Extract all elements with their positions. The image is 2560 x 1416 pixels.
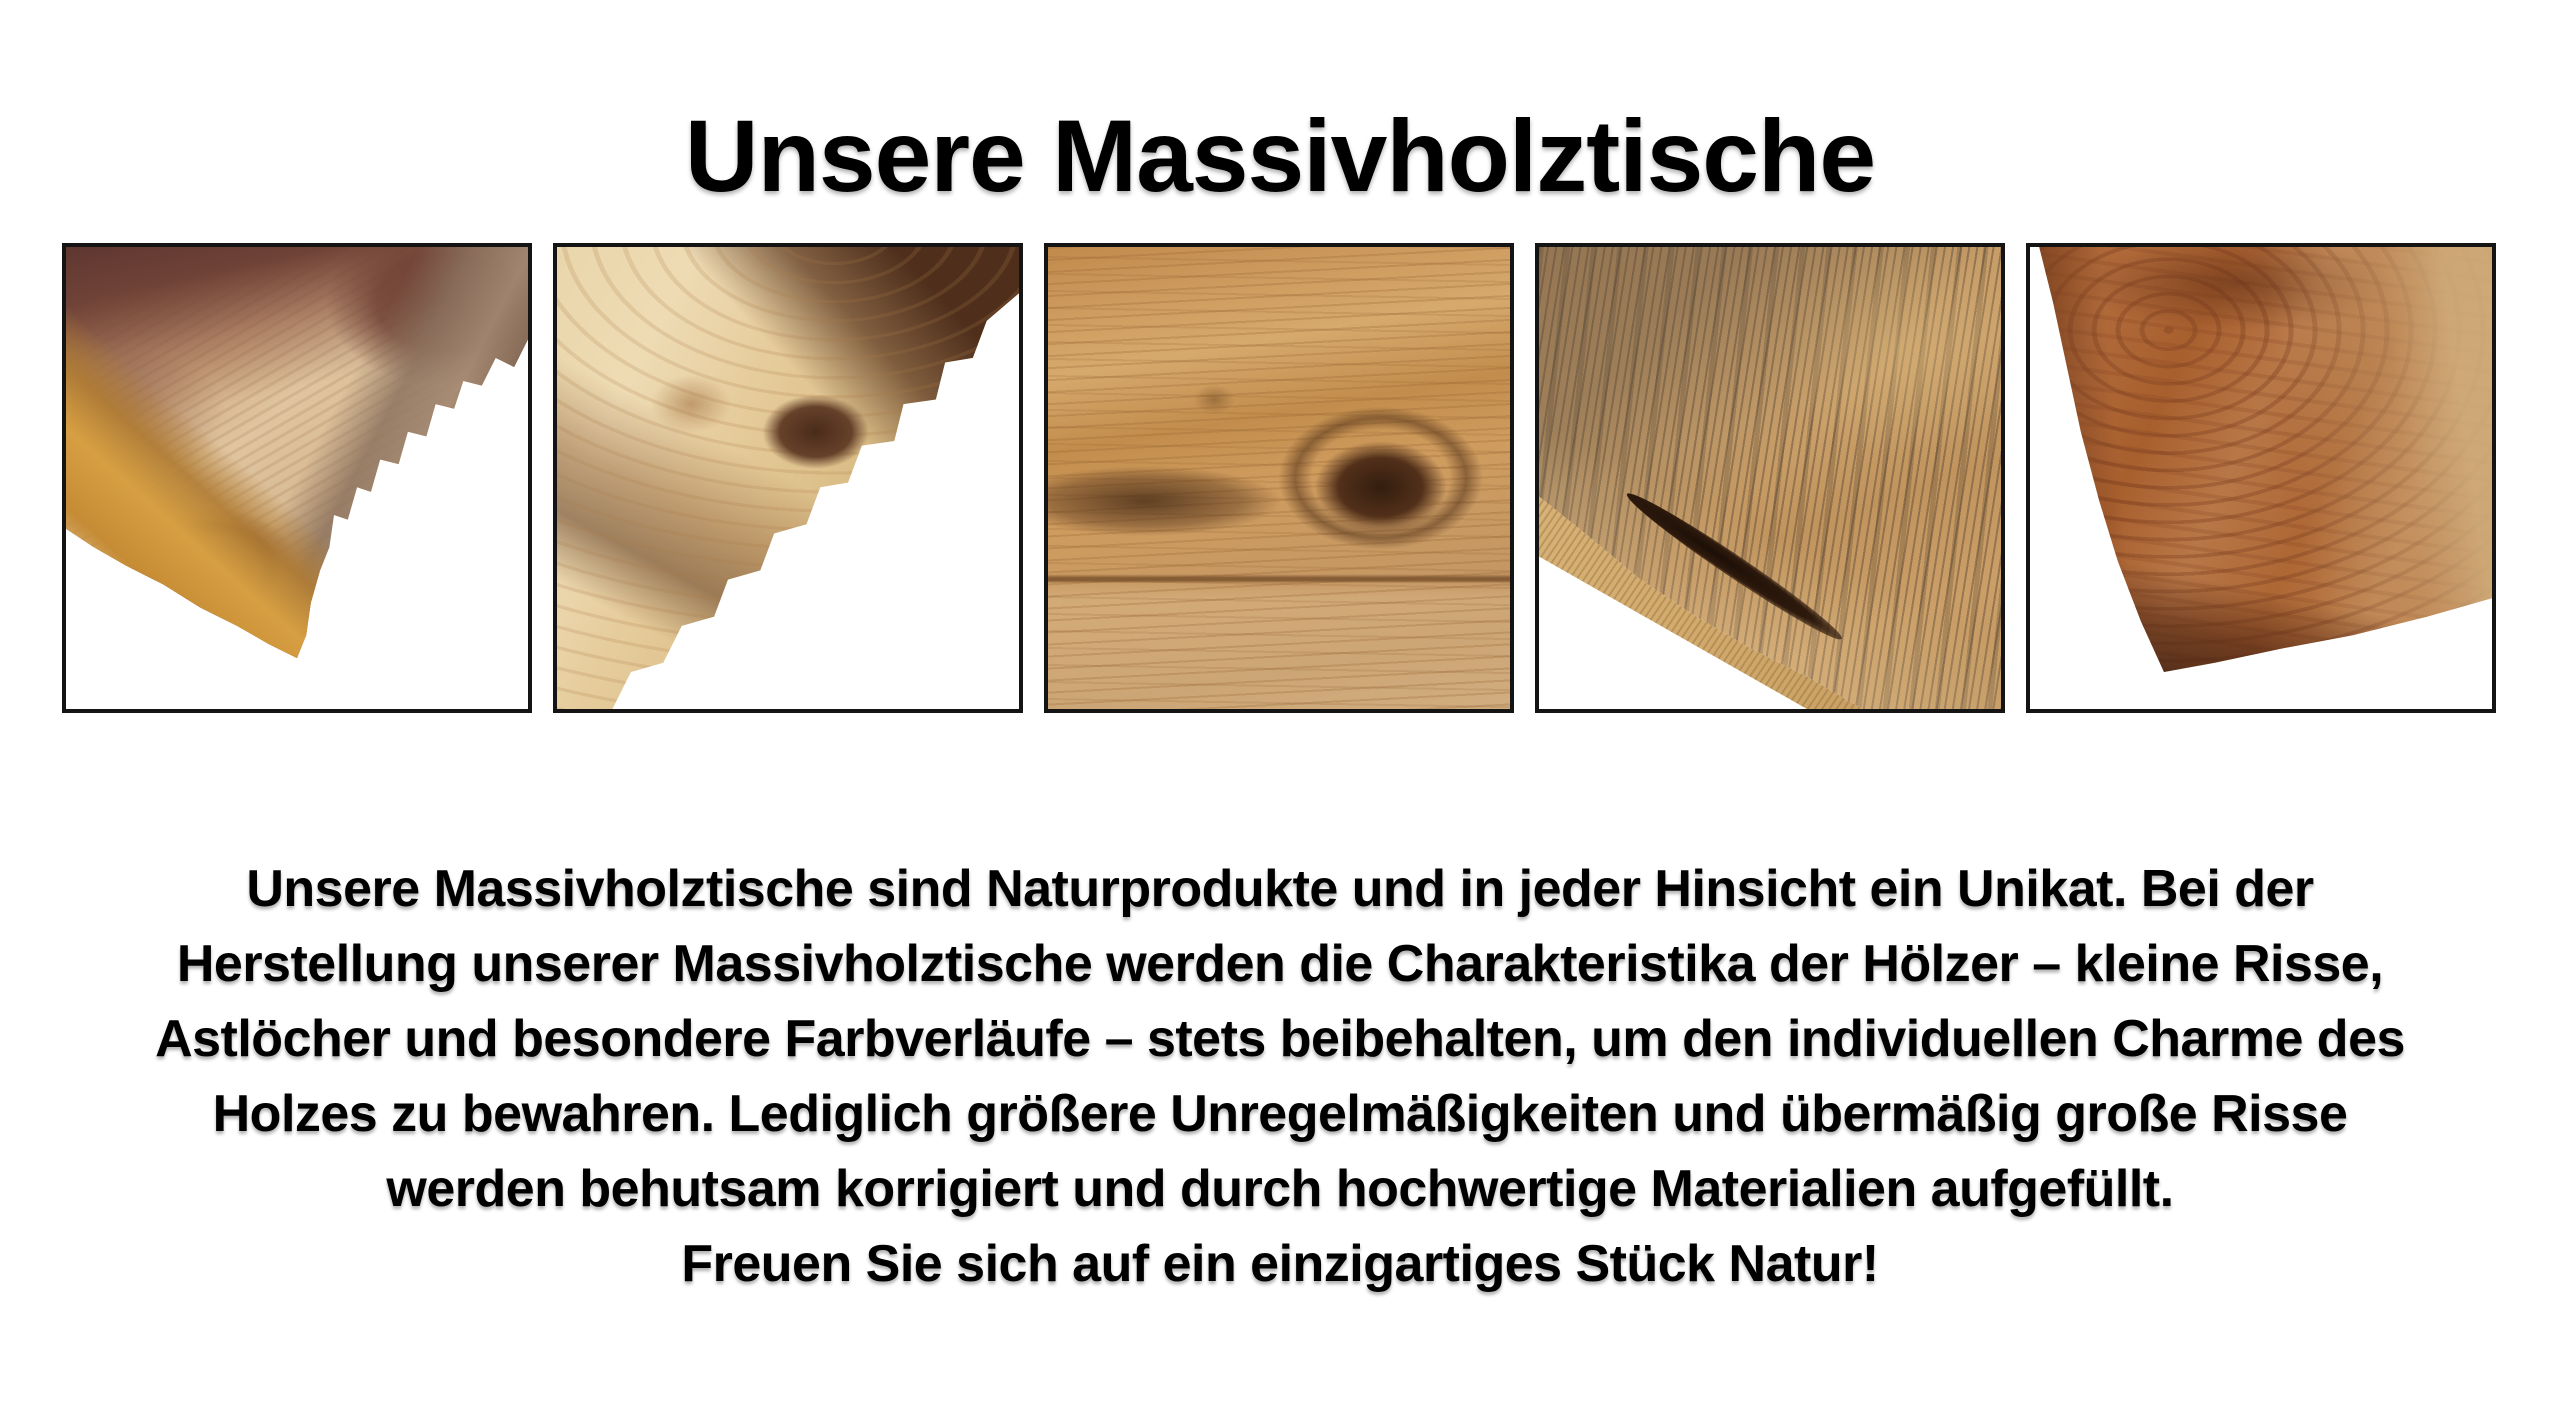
description-line: Freuen Sie sich auf ein einzigartiges Stück Natur! xyxy=(681,1235,1879,1293)
description-text xyxy=(0,852,2560,1302)
description-line: Unsere Massivholztische sind Naturprodukte und in jeder Hinsicht ein Unikat. Bei der xyxy=(246,860,2314,918)
description-line: werden behutsam korrigiert und durch hochwertige Materialien aufgefüllt. xyxy=(386,1160,2174,1218)
wood-surface xyxy=(1048,247,1510,709)
wood-photo-3 xyxy=(1044,243,1514,713)
wood-surface xyxy=(557,247,1019,709)
wood-photo-2 xyxy=(553,243,1023,713)
table-edge xyxy=(66,247,528,709)
wood-photo-4 xyxy=(1535,243,2005,713)
wood-surface xyxy=(1539,247,2001,709)
description-line: Herstellung unserer Massivholztische werden die Charakteristika der Hölzer – kleine Risse, xyxy=(176,935,2384,993)
wood-gallery xyxy=(62,243,2496,713)
table-edge xyxy=(2030,247,2492,709)
description-line: Holzes zu bewahren. Lediglich größere Unregelmäßigkeiten und übermäßig große Risse xyxy=(212,1085,2348,1143)
wood-photo-5 xyxy=(2026,243,2496,713)
wood-photo-1 xyxy=(62,243,532,713)
description-line: Astlöcher und besondere Farbverläufe – stets beibehalten, um den individuellen Charme des xyxy=(155,1010,2405,1068)
page-title: Unsere Massivholztische xyxy=(684,99,1876,214)
